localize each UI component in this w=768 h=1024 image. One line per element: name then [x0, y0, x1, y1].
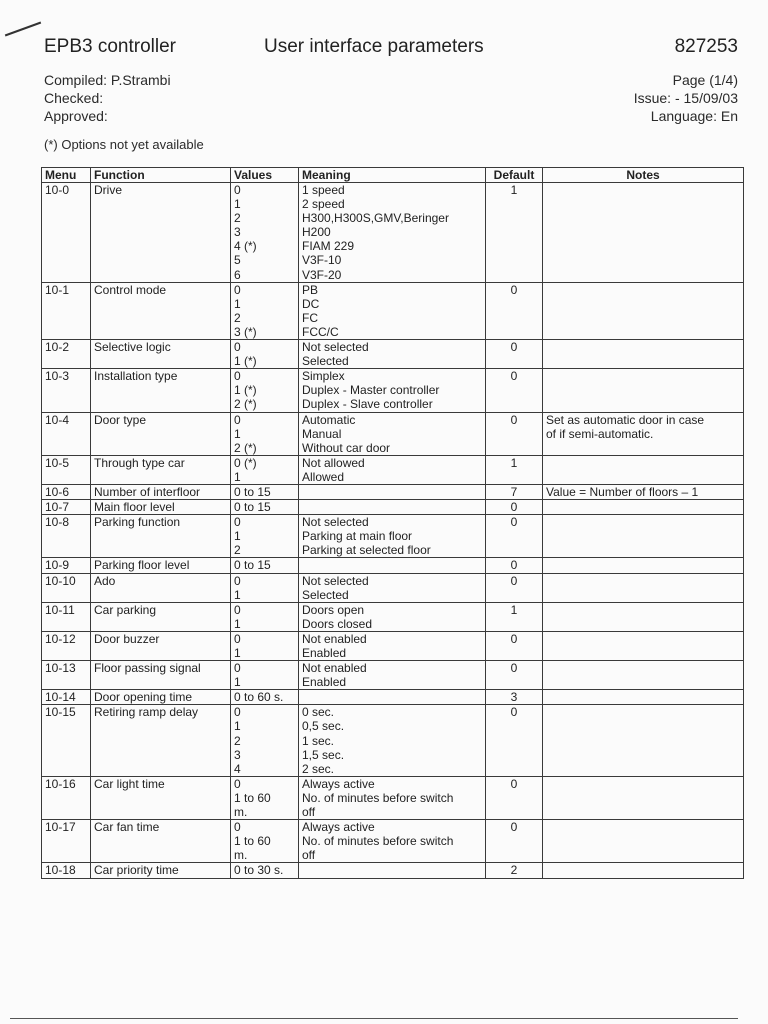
table-row [42, 455, 744, 484]
cell-function: Door buzzer [91, 631, 231, 660]
cell-function: Main floor level [91, 500, 231, 515]
cell-default: 0 [486, 820, 543, 863]
table-row [42, 863, 744, 878]
cell-function: Floor passing signal [91, 661, 231, 690]
approval-block [44, 71, 171, 125]
cell-meaning [299, 690, 486, 705]
cell-function: Ado [91, 573, 231, 602]
cell-menu: 10-8 [42, 515, 91, 558]
cell-function: Selective logic [91, 340, 231, 369]
cell-notes [543, 776, 744, 819]
cell-meaning: Not allowed Allowed [299, 455, 486, 484]
cell-notes: Set as automatic door in case of if semi-automatic. [543, 412, 744, 455]
cell-meaning: Not enabled Enabled [299, 631, 486, 660]
cell-notes [543, 661, 744, 690]
table-row [42, 500, 744, 515]
cell-values: 0 1 2 3 (*) [231, 282, 299, 339]
cell-default: 0 [486, 500, 543, 515]
checked-by: Checked: [44, 90, 104, 106]
cell-function: Through type car [91, 455, 231, 484]
cell-default: 0 [486, 631, 543, 660]
cell-meaning: Simplex Duplex - Master controller Duplex - Slave controller [299, 369, 486, 412]
cell-values: 0 to 30 s. [231, 863, 299, 878]
table-row [42, 661, 744, 690]
cell-menu: 10-6 [42, 484, 91, 499]
language: Language: En [650, 108, 738, 124]
issue-date: Issue: - 15/09/03 [633, 90, 738, 106]
column-header-notes: Notes [543, 168, 744, 183]
cell-notes [543, 558, 744, 573]
table-row [42, 558, 744, 573]
cell-notes [543, 573, 744, 602]
cell-notes [543, 602, 744, 631]
cell-function: Drive [91, 183, 231, 283]
cell-notes [543, 690, 744, 705]
cell-values: 0 (*) 1 [231, 455, 299, 484]
cell-meaning [299, 863, 486, 878]
cell-menu: 10-15 [42, 705, 91, 776]
cell-values: 0 1 2 3 4 (*) 5 6 [231, 183, 299, 283]
cell-default: 0 [486, 515, 543, 558]
cell-default: 0 [486, 573, 543, 602]
cell-notes [543, 705, 744, 776]
table-header-row [42, 168, 744, 183]
cell-meaning: 1 speed 2 speed H300,H300S,GMV,Beringer H200 FIAM 229 V3F-10 V3F-20 [299, 183, 486, 283]
cell-meaning: Doors open Doors closed [299, 602, 486, 631]
table-row [42, 631, 744, 660]
approved-by: Approved: [44, 108, 108, 124]
page-number: Page (1/4) [672, 72, 738, 88]
column-header-meaning: Meaning [299, 168, 486, 183]
cell-meaning: Not selected Selected [299, 340, 486, 369]
cell-values: 0 1 (*) [231, 340, 299, 369]
column-header-function: Function [91, 168, 231, 183]
table-row [42, 183, 744, 283]
cell-menu: 10-17 [42, 820, 91, 863]
cell-notes [543, 820, 744, 863]
table-row [42, 282, 744, 339]
cell-values: 0 1 to 60 m. [231, 776, 299, 819]
cell-notes [543, 500, 744, 515]
options-note: (*) Options not yet available [44, 137, 204, 152]
cell-default: 0 [486, 412, 543, 455]
cell-menu: 10-16 [42, 776, 91, 819]
cell-meaning [299, 500, 486, 515]
cell-values: 0 1 [231, 602, 299, 631]
cell-function: Door opening time [91, 690, 231, 705]
cell-function: Door type [91, 412, 231, 455]
table-row [42, 412, 744, 455]
cell-values: 0 1 2 (*) [231, 412, 299, 455]
bottom-rule [10, 1018, 738, 1019]
cell-menu: 10-13 [42, 661, 91, 690]
cell-default: 1 [486, 602, 543, 631]
cell-meaning: Automatic Manual Without car door [299, 412, 486, 455]
cell-values: 0 to 15 [231, 558, 299, 573]
cell-meaning: Always active No. of minutes before switch off [299, 776, 486, 819]
cell-meaning: PB DC FC FCC/C [299, 282, 486, 339]
table-row [42, 820, 744, 863]
cell-menu: 10-3 [42, 369, 91, 412]
table-row [42, 705, 744, 776]
table-body [42, 183, 744, 879]
cell-meaning: Not enabled Enabled [299, 661, 486, 690]
cell-values: 0 to 60 s. [231, 690, 299, 705]
column-header-menu: Menu [42, 168, 91, 183]
cell-default: 1 [486, 183, 543, 283]
parameters-table [41, 167, 744, 879]
cell-values: 0 1 [231, 631, 299, 660]
scan-mark [5, 22, 41, 37]
cell-default: 0 [486, 776, 543, 819]
column-header-default: Default [486, 168, 543, 183]
cell-function: Retiring ramp delay [91, 705, 231, 776]
cell-default: 1 [486, 455, 543, 484]
cell-function: Car light time [91, 776, 231, 819]
cell-default: 2 [486, 863, 543, 878]
cell-values: 0 to 15 [231, 484, 299, 499]
cell-function: Number of interfloor [91, 484, 231, 499]
cell-notes [543, 282, 744, 339]
cell-menu: 10-0 [42, 183, 91, 283]
cell-notes [543, 515, 744, 558]
cell-menu: 10-7 [42, 500, 91, 515]
table-row [42, 340, 744, 369]
cell-notes [543, 631, 744, 660]
cell-menu: 10-4 [42, 412, 91, 455]
cell-menu: 10-9 [42, 558, 91, 573]
cell-notes [543, 863, 744, 878]
cell-values: 0 1 to 60 m. [231, 820, 299, 863]
cell-default: 7 [486, 484, 543, 499]
cell-values: 0 1 2 [231, 515, 299, 558]
cell-function: Parking function [91, 515, 231, 558]
cell-menu: 10-10 [42, 573, 91, 602]
cell-meaning [299, 558, 486, 573]
cell-values: 0 1 (*) 2 (*) [231, 369, 299, 412]
cell-menu: 10-1 [42, 282, 91, 339]
cell-menu: 10-14 [42, 690, 91, 705]
cell-default: 0 [486, 558, 543, 573]
cell-notes [543, 369, 744, 412]
cell-notes [543, 455, 744, 484]
cell-values: 0 to 15 [231, 500, 299, 515]
cell-menu: 10-12 [42, 631, 91, 660]
document-number: 827253 [674, 36, 738, 57]
cell-notes [543, 340, 744, 369]
column-header-values: Values [231, 168, 299, 183]
product-name: EPB3 controller [44, 36, 177, 57]
table-row [42, 515, 744, 558]
cell-menu: 10-18 [42, 863, 91, 878]
cell-values: 0 1 2 3 4 [231, 705, 299, 776]
table-row [42, 602, 744, 631]
cell-function: Installation type [91, 369, 231, 412]
table-row [42, 573, 744, 602]
cell-default: 0 [486, 705, 543, 776]
cell-values: 0 1 [231, 573, 299, 602]
cell-menu: 10-2 [42, 340, 91, 369]
cell-meaning: 0 sec. 0,5 sec. 1 sec. 1,5 sec. 2 sec. [299, 705, 486, 776]
cell-menu: 10-11 [42, 602, 91, 631]
cell-meaning [299, 484, 486, 499]
document-title: User interface parameters [264, 36, 484, 57]
cell-meaning: Not selected Selected [299, 573, 486, 602]
table-row [42, 369, 744, 412]
cell-notes [543, 183, 744, 283]
table-row [42, 690, 744, 705]
cell-function: Car parking [91, 602, 231, 631]
cell-notes: Value = Number of floors – 1 [543, 484, 744, 499]
table-row [42, 776, 744, 819]
cell-function: Control mode [91, 282, 231, 339]
cell-default: 0 [486, 661, 543, 690]
cell-meaning: Not selected Parking at main floor Parking at selected floor [299, 515, 486, 558]
cell-function: Car fan time [91, 820, 231, 863]
cell-default: 0 [486, 340, 543, 369]
table-row [42, 484, 744, 499]
issue-block [634, 71, 738, 125]
cell-default: 0 [486, 282, 543, 339]
cell-function: Car priority time [91, 863, 231, 878]
cell-default: 3 [486, 690, 543, 705]
cell-meaning: Always active No. of minutes before switch off [299, 820, 486, 863]
cell-menu: 10-5 [42, 455, 91, 484]
compiled-by: Compiled: P.Strambi [44, 72, 171, 88]
cell-values: 0 1 [231, 661, 299, 690]
cell-function: Parking floor level [91, 558, 231, 573]
cell-default: 0 [486, 369, 543, 412]
